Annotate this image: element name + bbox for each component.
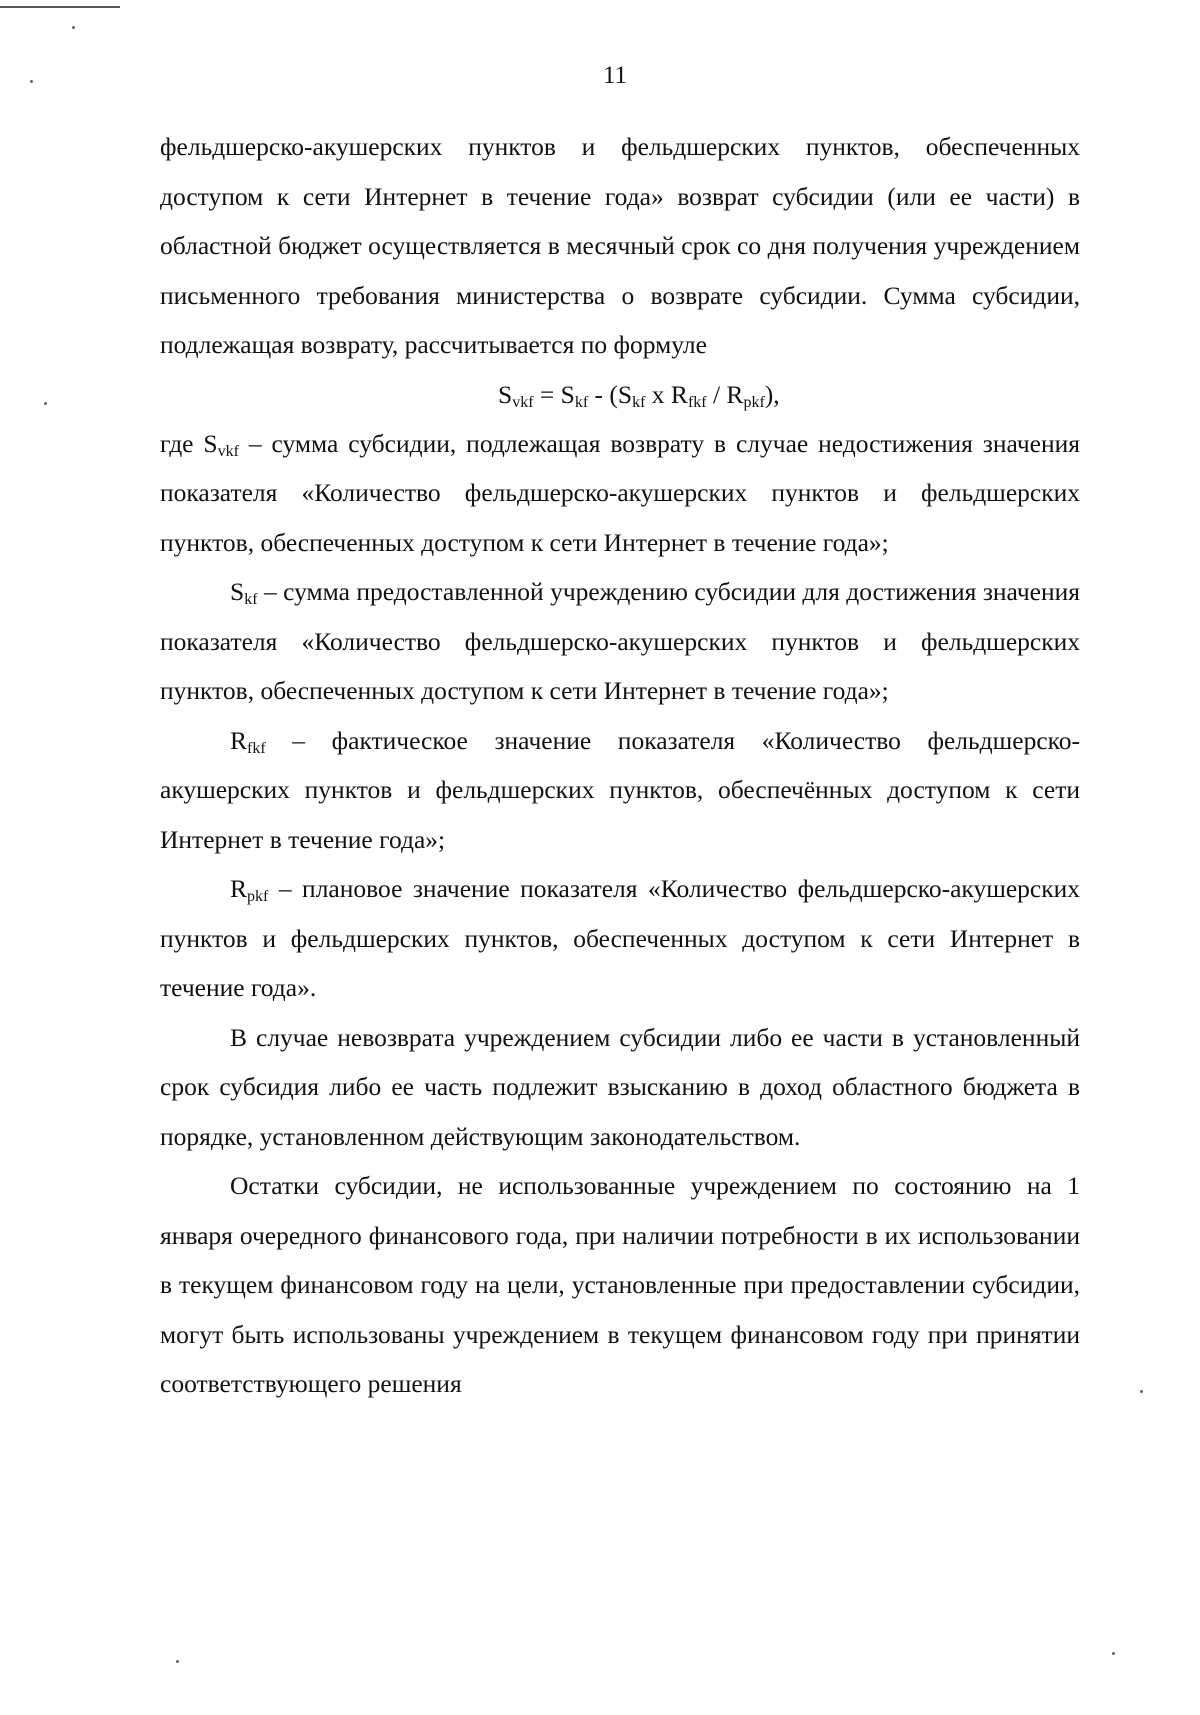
formula-part: = S (533, 379, 575, 409)
formula-sub: kf (632, 393, 646, 411)
formula-sub: fkf (687, 393, 707, 411)
formula-s: S (498, 379, 513, 409)
definition-text: – сумма предоставленной учреждению субсидии для достижения значения показателя «Количество фельдшерско-акушерских пунктов и фельдшерских пунктов, обеспеченных доступом к сети Интернет в течение года»; (160, 577, 1080, 705)
symbol-sub: kf (244, 591, 258, 608)
formula-sub: kf (574, 393, 589, 411)
definition-text: – плановое значение показателя «Количество фельдшерско-акушерских пунктов и фельдшерских пунктов, обеспеченных доступом к сети Интернет в течение года». (160, 874, 1080, 1002)
scan-speck (176, 1660, 179, 1663)
scan-speck (1140, 1390, 1143, 1393)
formula-part: ), (764, 379, 780, 409)
definition-text: – фактическое значение показателя «Количество фельдшерско-акушерских пунктов и фельдшерских пунктов, обеспечённых доступом к сети Интернет в течение года»; (160, 725, 1080, 854)
formula-sub: vkf (512, 393, 534, 411)
scan-speck (72, 26, 75, 29)
symbol: R (230, 874, 248, 903)
page-number: 11 (602, 62, 628, 89)
symbol: R (230, 725, 248, 755)
body-text (160, 122, 1080, 1409)
definition-text: – сумма субсидии, подлежащая возврату в случае недостижения значения показателя «Количество фельдшерско-акушерских пунктов и фельдшерских пунктов, обеспеченных доступом к сети Интернет в течение года»; (160, 428, 1080, 557)
paragraph-2 (160, 419, 1080, 568)
symbol-sub: fkf (247, 739, 266, 757)
formula-part: - (S (588, 379, 633, 409)
formula-part: x R (645, 379, 688, 409)
formula-part: / R (706, 379, 744, 409)
formula-sub: pkf (743, 393, 765, 411)
paragraph-4 (160, 716, 1080, 865)
symbol: где S (160, 428, 218, 458)
paragraph-5 (160, 864, 1080, 1013)
symbol-sub: vkf (217, 442, 239, 460)
paragraph-1: фельдшерско-акушерских пунктов и фельдшерских пунктов, обеспеченных доступом к сети Интернет в течение года» возврат субсидии (или ее части) в областной бюджет осуществляется в месячный срок со дня получения учреждением письменного требования министерства о возврате субсидии. Сумма субсидии, подлежащая возврату, рассчитывается по формуле (160, 132, 1080, 359)
symbol: S (230, 577, 245, 606)
scan-speck (44, 402, 47, 405)
paragraph-6: В случае невозврата учреждением субсидии либо ее части в установленный срок субсидия либо ее часть подлежит взысканию в доход областного бюджета в порядке, установленном действующим законодательством. (160, 1022, 1080, 1151)
formula (160, 370, 1080, 419)
scan-artifact-line (0, 6, 120, 8)
symbol-sub: pkf (247, 888, 269, 905)
scan-speck (1112, 1652, 1115, 1655)
paragraph-7: Остатки субсидии, не использованные учреждением по состоянию на 1 января очередного финансового года, при наличии потребности в их использовании в текущем финансовом году на цели, установленные при предоставлении субсидии, могут быть использованы учреждением в текущем финансовом году при принятии соответствующего решения (160, 1171, 1080, 1398)
paragraph-3 (160, 567, 1080, 716)
